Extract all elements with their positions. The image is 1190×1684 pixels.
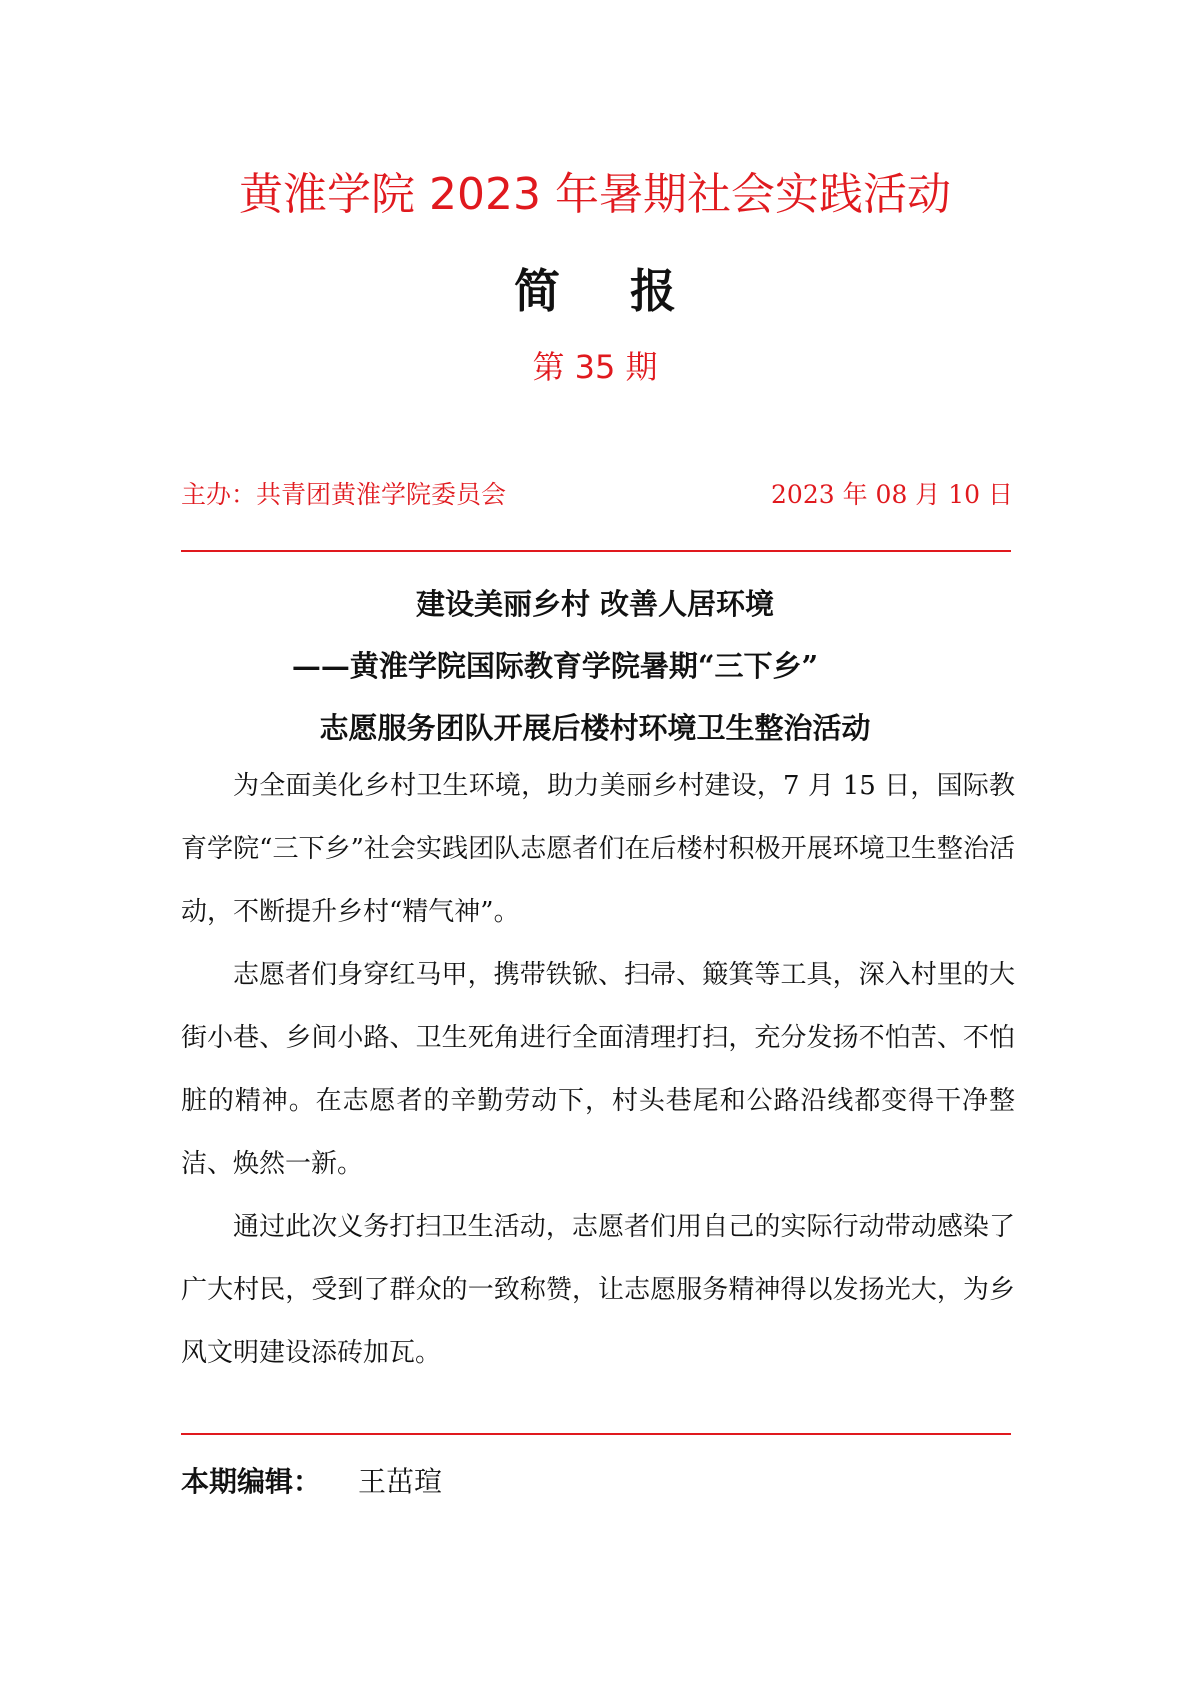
bulletin-label-right: 报 xyxy=(630,264,676,318)
bulletin-label-left: 简 xyxy=(514,264,560,318)
article-paragraph-1: 为全面美化乡村卫生环境，助力美丽乡村建设，7 月 15 日，国际教育学院“三下乡”社会实践团队志愿者们在后楼村积极开展环境卫生整治活动，不断提升乡村“精气神”。 xyxy=(181,771,1015,927)
sponsor-line: 主办：共青团黄淮学院委员会 xyxy=(181,480,507,509)
bulletin-header-title: 黄淮学院 2023 年暑期社会实践活动 xyxy=(239,169,951,220)
bulletin-label xyxy=(0,255,1190,321)
article-title-line-3: 志愿服务团队开展后楼村环境卫生整治活动 xyxy=(319,711,871,745)
article-paragraph-3: 通过此次义务打扫卫生活动，志愿者们用自己的实际行动带动感染了广大村民，受到了群众的一致称赞，让志愿服务精神得以发扬光大，为乡风文明建设添砖加瓦。 xyxy=(181,1212,1015,1368)
article-title-line-1: 建设美丽乡村 改善人居环境 xyxy=(415,587,775,621)
issue-number: 第 35 期 xyxy=(532,348,658,386)
editor-label: 本期编辑： xyxy=(181,1465,322,1498)
header-divider xyxy=(181,550,1011,552)
article-title-line-2: ——黄淮学院国际教育学院暑期“三下乡” xyxy=(291,649,819,683)
publish-date: 2023 年 08 月 10 日 xyxy=(771,480,1013,509)
footer-divider xyxy=(181,1433,1011,1435)
article-paragraph-2: 志愿者们身穿红马甲，携带铁锨、扫帚、簸箕等工具，深入村里的大街小巷、乡间小路、卫生死角进行全面清理打扫，充分发扬不怕苦、不怕脏的精神。在志愿者的辛勤劳动下，村头巷尾和公路沿线都变得干净整洁、焕然一新。 xyxy=(181,960,1015,1179)
editor-name: 王茁瑄 xyxy=(358,1465,443,1498)
